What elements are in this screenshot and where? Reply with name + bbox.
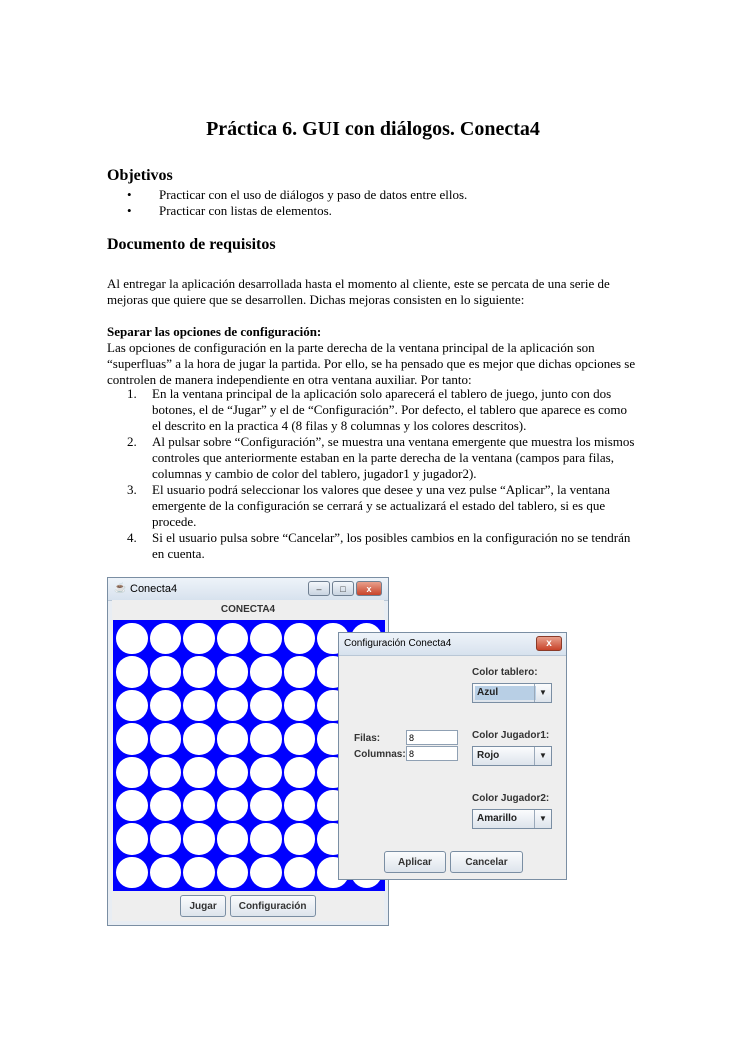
list-item: • Practicar con listas de elementos. <box>107 203 467 219</box>
steps-list <box>107 386 639 562</box>
board-cell[interactable] <box>150 857 182 888</box>
color-jugador2-label: Color Jugador2: <box>472 793 550 804</box>
board-cell[interactable] <box>217 790 249 821</box>
board-cell[interactable] <box>217 690 249 721</box>
window-title: Conecta4 <box>130 583 178 595</box>
step-number: 2. <box>127 434 137 449</box>
board-cell[interactable] <box>217 723 249 754</box>
board-cell[interactable] <box>116 790 148 821</box>
board-cell[interactable] <box>250 857 282 888</box>
board-cell[interactable] <box>250 790 282 821</box>
step-text: El usuario podrá seleccionar los valores que desee y una vez pulse “Aplicar”, la ventana emergente de la configuración se cerrará y se actualizará el estado del tablero, si es que procede. <box>152 482 611 529</box>
window-titlebar[interactable] <box>108 578 388 601</box>
board-cell[interactable] <box>250 823 282 854</box>
step-text: Al pulsar sobre “Configuración”, se muestra una ventana emergente que muestra los mismos controles que anteriormente estaban en la parte derecha de la ventana (campos para filas, columnas y cambio de color del tablero, jugador1 y jugador2). <box>152 434 635 481</box>
columnas-input[interactable]: 8 <box>406 746 458 761</box>
board-header: CONECTA4 <box>220 604 276 615</box>
board-cell[interactable] <box>150 823 182 854</box>
board-cell[interactable] <box>150 790 182 821</box>
list-item <box>107 434 639 482</box>
chevron-down-icon[interactable]: ▼ <box>534 747 551 765</box>
list-item <box>107 386 639 434</box>
board-cell[interactable] <box>250 757 282 788</box>
board-cell[interactable] <box>284 690 316 721</box>
configuracion-button[interactable]: Configuración <box>230 895 316 917</box>
board-cell[interactable] <box>150 623 182 654</box>
section-subheading: Separar las opciones de configuración: <box>107 324 322 339</box>
step-text: En la ventana principal de la aplicación solo aparecerá el tablero de juego, junto con dos botones, el de “Jugar” y el de “Configuración”. Por defecto, el tablero que aparece es como el descrito en la practica 4 (8 filas y 8 columnas y los colores descritos). <box>152 386 628 433</box>
java-cup-icon: ☕ <box>114 583 127 594</box>
color-tablero-label: Color tablero: <box>472 667 538 678</box>
aplicar-button[interactable]: Aplicar <box>384 851 446 873</box>
dialog-title: Configuración Conecta4 <box>344 638 452 649</box>
selected-value: Amarillo <box>477 813 518 824</box>
board-cell[interactable] <box>150 723 182 754</box>
cancelar-button[interactable]: Cancelar <box>450 851 523 873</box>
columnas-label: Columnas: <box>354 749 406 760</box>
board-cell[interactable] <box>183 723 215 754</box>
color-jugador1-select[interactable] <box>472 746 552 766</box>
board-cell[interactable] <box>150 757 182 788</box>
board-cell[interactable] <box>116 823 148 854</box>
dialog-close-button[interactable]: x <box>536 636 562 651</box>
list-item: • Practicar con el uso de diálogos y paso de datos entre ellos. <box>107 187 467 203</box>
board-cell[interactable] <box>183 690 215 721</box>
selected-value: Azul <box>475 686 536 700</box>
step-number: 1. <box>127 386 137 401</box>
objetivos-list <box>107 187 467 219</box>
board-cell[interactable] <box>250 623 282 654</box>
color-jugador2-select[interactable] <box>472 809 552 829</box>
board-cell[interactable] <box>250 723 282 754</box>
list-item <box>107 530 639 562</box>
board-cell[interactable] <box>217 823 249 854</box>
board-cell[interactable] <box>284 857 316 888</box>
board-cell[interactable] <box>284 723 316 754</box>
config-dialog <box>338 632 567 880</box>
board-cell[interactable] <box>284 656 316 687</box>
board-cell[interactable] <box>116 623 148 654</box>
chevron-down-icon[interactable]: ▼ <box>534 684 551 702</box>
board-cell[interactable] <box>217 857 249 888</box>
config-paragraph: Las opciones de configuración en la parte derecha de la ventana principal de la aplicación son “superfluas” a la hora de jugar la partida. Por ello, se ha pensado que es mejor que dichas opciones se controlen de manera independiente en otra ventana auxiliar. Por tanto: <box>107 340 636 387</box>
filas-label: Filas: <box>354 733 381 744</box>
board-cell[interactable] <box>116 656 148 687</box>
intro-paragraph: Al entregar la aplicación desarrollada hasta el momento al cliente, este se percata de una serie de mejoras que quiere que se desarrollen. Dichas mejoras consisten en lo siguiente: <box>107 276 610 307</box>
board-cell[interactable] <box>217 656 249 687</box>
filas-input[interactable]: 8 <box>406 730 458 745</box>
button-bar <box>112 893 384 919</box>
step-number: 3. <box>127 482 137 497</box>
board-cell[interactable] <box>116 757 148 788</box>
board-cell[interactable] <box>150 656 182 687</box>
board-cell[interactable] <box>116 723 148 754</box>
step-text: Si el usuario pulsa sobre “Cancelar”, los posibles cambios en la configuración no se tendrán en cuenta. <box>152 530 631 561</box>
close-button[interactable]: x <box>356 581 382 596</box>
board-cell[interactable] <box>150 690 182 721</box>
dialog-titlebar[interactable] <box>339 633 566 656</box>
board-cell[interactable] <box>284 823 316 854</box>
board-cell[interactable] <box>116 690 148 721</box>
board-cell[interactable] <box>183 857 215 888</box>
selected-value: Rojo <box>477 750 500 761</box>
board-cell[interactable] <box>250 690 282 721</box>
board-cell[interactable] <box>284 623 316 654</box>
minimize-button[interactable]: – <box>308 581 330 596</box>
board-cell[interactable] <box>183 656 215 687</box>
color-tablero-select[interactable] <box>472 683 552 703</box>
jugar-button[interactable]: Jugar <box>180 895 225 917</box>
board-cell[interactable] <box>183 757 215 788</box>
board-cell[interactable] <box>217 757 249 788</box>
page-title: Práctica 6. GUI con diálogos. Conecta4 <box>206 118 540 140</box>
board-cell[interactable] <box>250 656 282 687</box>
board-cell[interactable] <box>284 790 316 821</box>
board-cell[interactable] <box>183 790 215 821</box>
board-cell[interactable] <box>217 623 249 654</box>
board-cell[interactable] <box>183 823 215 854</box>
board-cell[interactable] <box>116 857 148 888</box>
objetivos-heading: Objetivos <box>107 167 173 184</box>
chevron-down-icon[interactable]: ▼ <box>534 810 551 828</box>
color-jugador1-label: Color Jugador1: <box>472 730 550 741</box>
maximize-button[interactable]: □ <box>332 581 354 596</box>
list-item <box>107 482 639 530</box>
board-cell[interactable] <box>284 757 316 788</box>
requisitos-heading: Documento de requisitos <box>107 236 276 253</box>
board-cell[interactable] <box>183 623 215 654</box>
step-number: 4. <box>127 530 137 545</box>
